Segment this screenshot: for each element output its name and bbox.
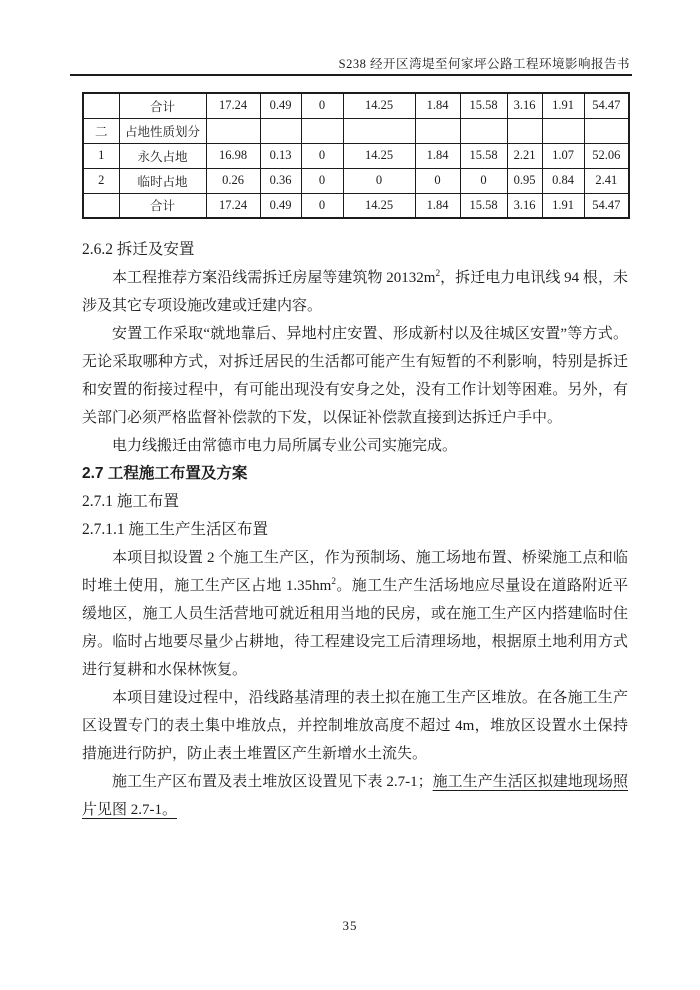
table-cell: [460, 118, 507, 143]
text-segment: ，拆迁电力电讯线 94 根，未涉及其它专项设施改建或迁建内容。: [82, 270, 628, 314]
para-topsoil: [82, 684, 628, 768]
table-cell: 54.47: [584, 93, 629, 118]
content: [82, 228, 628, 824]
table-cell: 15.58: [460, 193, 507, 218]
table-cell: 16.98: [206, 143, 260, 168]
table-cell: [260, 118, 301, 143]
header-title: S238 经开区湾堤至何家坪公路工程环境影响报告书: [338, 57, 630, 71]
table-cell: 17.24: [206, 93, 260, 118]
table-cell: [415, 118, 460, 143]
para-power-line: [82, 432, 628, 460]
table-cell: 0: [343, 168, 415, 193]
para-demolition-scope: [82, 264, 628, 320]
table-cell: 3.16: [507, 193, 542, 218]
heading-2-7-1: [82, 488, 628, 516]
table-cell: 2: [83, 168, 119, 193]
text-segment: 2.7.1.1 施工生产生活区布置: [82, 521, 269, 538]
land-occupation-table-body: [83, 93, 629, 218]
table-cell: 0: [301, 193, 343, 218]
para-resettlement: [82, 320, 628, 432]
table-cell: 0: [460, 168, 507, 193]
table-cell: 2.41: [584, 168, 629, 193]
page-number: 35: [342, 918, 358, 933]
table-cell: 1: [83, 143, 119, 168]
table-cell: 14.25: [343, 143, 415, 168]
table-cell: 15.58: [460, 93, 507, 118]
heading-2-7: [82, 460, 628, 488]
table-cell: 0.84: [542, 168, 584, 193]
table-cell: 0: [301, 93, 343, 118]
table-row: [83, 143, 629, 168]
table-cell: 1.84: [415, 193, 460, 218]
table-cell: 1.84: [415, 93, 460, 118]
table-cell: [507, 118, 542, 143]
text-segment: 本项目建设过程中，沿线路基清理的表土拟在施工生产区堆放。在各施工生产区设置专门的表土集中堆放点，并控制堆放高度不超过 4m，堆放区设置水土保持措施进行防护，防止表土堆置区产生新增水土流失。: [82, 690, 628, 762]
table-cell: 17.24: [206, 193, 260, 218]
table-cell: 0: [301, 168, 343, 193]
table-cell: 3.16: [507, 93, 542, 118]
table-cell: [83, 193, 119, 218]
table-row: [83, 193, 629, 218]
table-cell: 0.49: [260, 93, 301, 118]
table-cell: 0.49: [260, 193, 301, 218]
text-segment: 2.7.1 施工布置: [82, 493, 179, 510]
text-segment: 2.7 工程施工布置及方案: [82, 465, 248, 482]
table-cell: 0: [301, 143, 343, 168]
table-row: [83, 93, 629, 118]
text-segment: 安置工作采取“就地靠后、异地村庄安置、形成新村以及往城区安置”等方式。无论采取哪种方式，对拆迁居民的生活都可能产生有短暂的不利影响，特别是拆迁和安置的衔接过程中，有可能出现没有安身之处，没有工作计划等困难。另外，有关部门必须严格监督补偿款的下发，以保证补偿款直接到达拆迁户手中。: [82, 326, 628, 426]
superscript: 2: [331, 577, 336, 587]
underlined-text: 施工生产生活区拟建地现场照片见图 2.7-1。: [82, 774, 628, 818]
text-segment: 电力线搬迁由常德市电力局所属专业公司实施完成。: [112, 438, 458, 454]
table-cell: 2.21: [507, 143, 542, 168]
table-cell: 0.95: [507, 168, 542, 193]
table-cell: 临时占地: [119, 168, 206, 193]
table-cell: 14.25: [343, 93, 415, 118]
table-cell: 1.84: [415, 143, 460, 168]
table-cell: [584, 118, 629, 143]
table-cell: 二: [83, 118, 119, 143]
table-cell: 合计: [119, 193, 206, 218]
land-occupation-table: [82, 92, 630, 219]
table-cell: [206, 118, 260, 143]
table-cell: [343, 118, 415, 143]
table-row: [83, 118, 629, 143]
table-cell: 54.47: [584, 193, 629, 218]
text-segment: 。施工生产生活场地应尽量设在道路附近平缓地区，施工人员生活营地可就近租用当地的民房，或在施工生产区内搭建临时住房。临时占地要尽量少占耕地，待工程建设完工后清理场地，根据原土地利用方式进行复耕和水保林恢复。: [82, 578, 628, 678]
table-cell: 合计: [119, 93, 206, 118]
header-rule: [70, 74, 632, 76]
text-segment: 本项目拟设置 2 个施工生产区，作为预制场、施工场地布置、桥梁施工点和临时堆土使用，施工生产区占地 1.35hm: [82, 550, 628, 594]
table-cell: 1.07: [542, 143, 584, 168]
text-segment: 2.6.2 拆迁及安置: [82, 241, 195, 258]
table-cell: 0: [415, 168, 460, 193]
table-cell: 15.58: [460, 143, 507, 168]
table-cell: 14.25: [343, 193, 415, 218]
table-cell: 0.26: [206, 168, 260, 193]
text-segment: 本工程推荐方案沿线需拆迁房屋等建筑物 20132m: [112, 270, 436, 286]
table-cell: [542, 118, 584, 143]
table-cell: 1.91: [542, 193, 584, 218]
table-cell: 52.06: [584, 143, 629, 168]
heading-2-7-1-1: [82, 516, 628, 544]
heading-2-6-2: [82, 236, 628, 264]
table-cell: 永久占地: [119, 143, 206, 168]
superscript: 2: [435, 269, 441, 279]
table-row: [83, 168, 629, 193]
table-cell: 1.91: [542, 93, 584, 118]
text-segment: 施工生产区布置及表土堆放区设置见下表 2.7-1；: [112, 774, 433, 790]
table-cell: 占地性质划分: [119, 118, 206, 143]
para-table-reference: [82, 768, 628, 824]
table-cell: [83, 93, 119, 118]
table-cell: 0.13: [260, 143, 301, 168]
table-cell: 0.36: [260, 168, 301, 193]
para-production-area: [82, 544, 628, 684]
table-cell: [301, 118, 343, 143]
